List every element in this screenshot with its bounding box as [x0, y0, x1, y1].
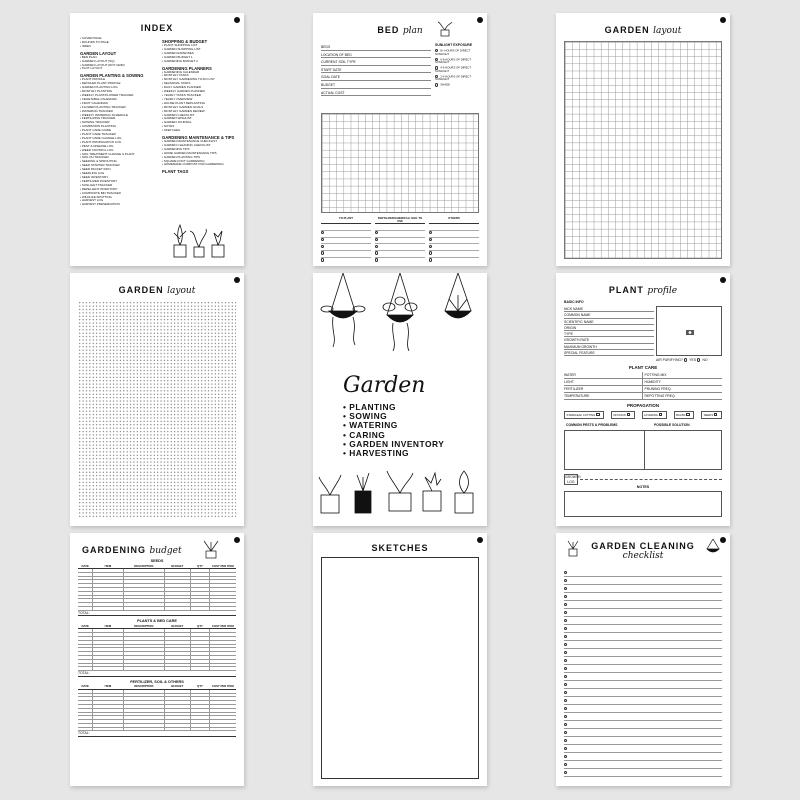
- plant-icon: [435, 21, 455, 37]
- checklist-row: [564, 769, 722, 777]
- index-item: • GARDEN SHOPPING LIST: [162, 47, 201, 51]
- cover-page: [313, 273, 487, 526]
- bed-bottom-heading: OTHERS: [429, 217, 479, 224]
- sketch-area: [321, 557, 479, 779]
- index-item: • HARVEST PRESERVATION: [80, 203, 120, 207]
- index-item: • GARDENING BUDGET 2: [162, 59, 198, 63]
- checkbox: [596, 413, 599, 416]
- basic-info-field: MAXIMUM GROWTH: [564, 344, 654, 350]
- bed-bottom-row: [429, 238, 479, 245]
- index-section-heading: PLANT TAGS: [162, 169, 189, 175]
- bed-field: ACTUAL COST: [321, 89, 431, 97]
- camera-icon: [686, 329, 694, 335]
- checklist-row: [564, 601, 722, 609]
- basic-info-fields: [564, 306, 654, 356]
- plant-icon: [198, 539, 226, 559]
- checkbox-circle: [564, 635, 567, 638]
- checkbox-circle: [564, 707, 567, 710]
- propagation-option-label: STEM/LEAF CUTTING: [566, 412, 596, 417]
- budget-total: TOTAL:: [78, 611, 236, 617]
- cover-list-item: • HARVESTING: [343, 448, 410, 459]
- bed-bottom-column: [429, 217, 479, 259]
- index-item: • FERTILIZER INVENTORY: [80, 179, 118, 183]
- potted-plants-illustration: [313, 461, 487, 521]
- budget-column-header: QTY: [190, 684, 209, 690]
- checklist: [564, 569, 722, 777]
- checklist-row: [564, 753, 722, 761]
- checklist-row: [564, 689, 722, 697]
- hanging-plants-illustration: [313, 273, 487, 353]
- radio-circle: [435, 83, 438, 86]
- layout-title: GARDEN layout: [604, 25, 682, 36]
- index-item: • SKETCHES: [162, 129, 181, 133]
- index-item: • SEASONAL TASKS: [162, 82, 191, 86]
- bed-field: CURRENT SOIL TYPE: [321, 58, 431, 66]
- index-item: • GARDEN LAYOUT (DOT GRID): [80, 63, 125, 67]
- bed-bottom-row: [375, 231, 425, 238]
- checkbox: [627, 413, 630, 416]
- checklist-row: [564, 697, 722, 705]
- garden-cleaning-page: [556, 533, 730, 786]
- index-item: • WEEKLY PLANT/FLOWER TRACKER: [80, 93, 134, 97]
- index-item: • COVER PAGE: [80, 37, 102, 40]
- index-item: • DAILY GARDEN PLANNER: [162, 86, 201, 90]
- sunlight-options: [435, 49, 483, 87]
- index-section-heading: GARDEN LAYOUT: [80, 50, 117, 56]
- index-item: • GARDEN CLEANING CHECKLIST: [162, 143, 211, 147]
- checkbox-circle: [564, 611, 567, 614]
- solution-heading: POSSIBLE SOLUTION: [654, 423, 690, 427]
- checklist-row: [564, 593, 722, 601]
- checklist-row: [564, 665, 722, 673]
- layout-dot-grid: [78, 301, 236, 519]
- budget-title: GARDENING budget: [82, 545, 182, 556]
- checkbox: [659, 413, 662, 416]
- sunlight-box: [435, 43, 483, 87]
- index-section-heading: GARDEN PLANTING & SOWING: [80, 73, 144, 79]
- basic-info-field: TYPE: [564, 331, 654, 337]
- checklist-row: [564, 633, 722, 641]
- budget-column-header: COST PER ITEM: [210, 563, 236, 569]
- checkbox-circle: [564, 715, 567, 718]
- index-item: • SEED INVENTORY: [80, 176, 109, 179]
- plant-profile-title: PLANT profile: [608, 285, 678, 296]
- bed-bottom-heading: TO PLANT: [321, 217, 371, 224]
- budget-column-header: QTY: [190, 623, 209, 629]
- budget-column-header: ITEM: [92, 684, 123, 690]
- index-item: • PLANT PROPAGATION LOG: [80, 140, 122, 144]
- propagation-option: [611, 411, 635, 419]
- cover-title: Garden: [343, 373, 426, 398]
- checklist-row: [564, 713, 722, 721]
- budget-column-header: DATE: [78, 684, 92, 690]
- index-item: • COMPOSITE BIN TRACKER: [80, 191, 121, 195]
- index-item: • SOIL TREATMENT CHANGE & PLANT: [80, 152, 135, 156]
- checklist-row: [564, 577, 722, 585]
- air-purifying: AIR PURIFYING? YES NO: [656, 358, 708, 362]
- index-item: • GARDEN MAINTENANCE CHECKLIST: [162, 140, 218, 144]
- checklist-row: [564, 705, 722, 713]
- propagation-option: [674, 411, 695, 419]
- cover-list-item: • CARING: [343, 429, 386, 440]
- checkbox-circle: [564, 691, 567, 694]
- bed-bottom-columns: [321, 217, 479, 259]
- basic-info-field: ORIGIN: [564, 325, 654, 331]
- index-left-column: [80, 37, 156, 207]
- bed-plan-page: [313, 13, 487, 266]
- layout-square-grid: [564, 41, 722, 259]
- pests-heading: COMMON PESTS & PROBLEMS: [566, 423, 618, 427]
- index-section-heading: GARDENING MAINTENANCE & TIPS: [162, 135, 235, 141]
- checklist-row: [564, 673, 722, 681]
- index-item: • PLOT LAYOUT: [80, 67, 103, 71]
- cleaning-title: GARDEN CLEANING checklist: [591, 541, 695, 561]
- sunlight-option: [435, 49, 483, 56]
- budget-column-header: COST PER ITEM: [210, 623, 236, 629]
- index-right-column: [162, 37, 238, 174]
- bed-bottom-column: [375, 217, 425, 259]
- index-item: • VEGETABLE CALENDAR: [80, 97, 117, 101]
- sunlight-option: [435, 58, 483, 65]
- plant-care-row: [564, 393, 722, 400]
- index-item: • INDEX: [80, 44, 92, 48]
- index-item: • GARDEN PLANTING TIPS: [162, 155, 201, 159]
- plant-care-label: POTTING MIX: [642, 372, 723, 378]
- bed-field: START DATE: [321, 66, 431, 74]
- binder-hole: [234, 277, 240, 283]
- index-item: • SEED STARTER TRACKER: [80, 164, 120, 168]
- checkbox-circle: [564, 747, 567, 750]
- index-item: • FERTILIZING TRACKER: [80, 117, 116, 121]
- index-item: • COMPANION PLANTING: [80, 125, 116, 129]
- index-item: • SOWING TRACKER: [80, 121, 110, 125]
- cover-list-item: • WATERING: [343, 420, 398, 431]
- checkbox-circle: [564, 667, 567, 670]
- plant-icon: [566, 539, 580, 557]
- index-item: • MONTHLY GARDENING TO-DO LIST: [162, 78, 215, 82]
- sunlight-option-label: 4-6 HOURS OF DIRECT SUNLIGHT: [435, 65, 472, 73]
- hanging-plant-icon: [704, 539, 722, 557]
- index-item: • SEEDING & SPROUTING: [80, 160, 117, 164]
- budget-table: [78, 563, 236, 611]
- checkbox: [686, 413, 689, 416]
- propagation-option-label: SEEDS: [703, 412, 714, 417]
- checkbox-circle: [564, 571, 567, 574]
- basic-info-field: NICK NAME: [564, 306, 654, 312]
- bed-bottom-row: [375, 238, 425, 245]
- bed-field: BUDGET: [321, 81, 431, 89]
- bed-bottom-column: [321, 217, 371, 259]
- basic-info-heading: BASIC INFO: [564, 300, 584, 304]
- index-item: • WEED CONTROL LOG: [80, 148, 114, 152]
- index-item: • GARDENING TIPS: [162, 147, 190, 151]
- plant-tags-illustration: [170, 219, 230, 259]
- index-item: • HOMEMADE COMPOST FOR GARDENING: [162, 163, 224, 167]
- propagation-option-label: BULBS: [676, 412, 686, 417]
- budget-section: [78, 559, 236, 616]
- index-item: • GARDEN PLANTING LOG: [80, 86, 118, 90]
- sketches-title: SKETCHES: [371, 543, 429, 553]
- sunlight-option: [435, 75, 483, 82]
- checklist-row: [564, 761, 722, 769]
- binder-hole: [720, 17, 726, 23]
- index-item: • PLANT PROFILE: [80, 78, 106, 82]
- index-item: • MONTHLY PLANTING: [80, 90, 113, 94]
- checkbox-circle: [564, 683, 567, 686]
- plant-care-row: [564, 372, 722, 379]
- budget-column-header: DESCRIPTION: [123, 563, 164, 569]
- plant-care-label: LIGHT: [564, 380, 574, 384]
- sunlight-option-label: 8+ HOURS OF DIRECT SUNLIGHT: [435, 48, 471, 56]
- index-item: • ROUNDS TO PAGE: [80, 40, 109, 44]
- bed-bottom-row: [375, 224, 425, 231]
- index-item: • PLANT CARE CHANGE LOG: [80, 136, 122, 140]
- checklist-row: [564, 721, 722, 729]
- bed-bottom-row: [321, 238, 371, 245]
- checkbox-circle: [321, 258, 324, 261]
- propagation-heading: PROPAGATION: [626, 403, 660, 408]
- propagation-option: [564, 411, 604, 419]
- index-item: • PLANT SHOPPING LIST: [162, 44, 198, 47]
- checklist-row: [564, 609, 722, 617]
- bed-fields: [321, 43, 431, 96]
- notes-box: [564, 491, 722, 517]
- basic-info-field: SCIENTIFIC NAME: [564, 319, 654, 325]
- growth-log-line: [580, 479, 722, 480]
- sunlight-option-label: 2-4 HOURS OF DIRECT SUNLIGHT: [435, 74, 472, 82]
- index-item: • HOME GARDEN MAINTENANCE TIPS: [162, 151, 217, 155]
- checkbox-circle: [564, 771, 567, 774]
- checkbox-circle: [564, 643, 567, 646]
- bed-field: LOCATION OF BED: [321, 51, 431, 59]
- cover-list-item: • GARDEN INVENTORY: [343, 438, 445, 449]
- index-item: • WEEKLY GARDEN PLANNER: [162, 90, 205, 94]
- basic-info-field: SPECIAL FEATURE: [564, 350, 654, 356]
- bed-plan-title: BED plan: [377, 25, 423, 36]
- index-item: • PLANT CARE GUIDE: [80, 129, 112, 133]
- checkbox-circle: [564, 595, 567, 598]
- checkbox-circle: [564, 587, 567, 590]
- checkbox-circle: [564, 579, 567, 582]
- index-item: • BED PLAN: [80, 55, 97, 59]
- bed-bottom-row: [375, 244, 425, 251]
- budget-column-header: BUDGET: [164, 623, 190, 629]
- checkbox-circle: [375, 258, 378, 261]
- index-item: • GARDEN BUDGET 1: [162, 55, 193, 59]
- checkbox-circle: [564, 723, 567, 726]
- budget-section: [78, 619, 236, 676]
- sunlight-heading: SUNLIGHT EXPOSURE: [435, 43, 473, 47]
- bed-field: GOAL DATE: [321, 73, 431, 81]
- bed-bottom-row: [429, 244, 479, 251]
- sunlight-option: [435, 83, 483, 87]
- index-item: • GARDEN WISHLIST: [162, 117, 192, 121]
- checkbox: [714, 413, 717, 416]
- index-item: • WILDLIFE SPOTTING: [80, 195, 112, 199]
- bed-bottom-row: [321, 231, 371, 238]
- index-item: • MONTHLY TASKS: [162, 74, 189, 78]
- checklist-row: [564, 625, 722, 633]
- checklist-row: [564, 617, 722, 625]
- budget-section-heading: PLANTS & BED CARE: [137, 619, 177, 624]
- plant-care-label: REPOTTING FREQ.: [642, 393, 723, 399]
- checkbox-circle: [564, 651, 567, 654]
- budget-section: [78, 680, 236, 737]
- cover-list-item: • SOWING: [343, 411, 388, 422]
- index-item: • HOUSE PLANT REPLANTING: [162, 101, 206, 105]
- index-title: INDEX: [140, 23, 174, 33]
- index-item: • DETAILED PLANT PROFILE: [80, 82, 121, 86]
- checkbox-circle: [564, 739, 567, 742]
- layout-dot-title: GARDEN layout: [118, 285, 196, 296]
- sunlight-option: [435, 66, 483, 73]
- propagation-option: [642, 411, 667, 419]
- checklist-row: [564, 585, 722, 593]
- budget-column-header: DESCRIPTION: [123, 623, 164, 629]
- growth-log-label: GROWTH LOG: [565, 475, 581, 484]
- plant-profile-page: [556, 273, 730, 526]
- budget-table: [78, 684, 236, 732]
- plant-care-label: FERTILIZER: [564, 387, 584, 391]
- cover-list-item: • PLANTING: [343, 402, 397, 412]
- budget-column-header: COST PER ITEM: [210, 684, 236, 690]
- plant-care-label: PRUNING FREQ.: [642, 386, 723, 392]
- bed-field: BEDS: [321, 43, 431, 51]
- budget-column-header: BUDGET: [164, 563, 190, 569]
- basic-info-field: GROWTH RATE: [564, 337, 654, 343]
- checklist-row: [564, 745, 722, 753]
- index-item: • SEEDLING LOG: [80, 172, 105, 176]
- plant-care-label: HUMIDITY: [642, 379, 723, 385]
- bed-bottom-heading: FERTILIZER/CHEMICAL/ SOIL TO USE: [375, 217, 425, 224]
- photo-box: [656, 306, 722, 356]
- bed-bottom-row: [429, 231, 479, 238]
- index-item: • PEST & DISEASE LOG: [80, 144, 114, 148]
- index-item: • MONTHLY GARDEN GOALS: [162, 105, 204, 109]
- gardening-budget-page: [70, 533, 244, 786]
- pests-box: [564, 430, 722, 470]
- checklist-row: [564, 569, 722, 577]
- plant-care-fields: [564, 372, 722, 400]
- plant-care-heading: PLANT CARE: [628, 365, 658, 370]
- index-item: • SOIL PH TRACKER: [80, 156, 109, 160]
- checklist-row: [564, 681, 722, 689]
- checkbox-circle: [564, 619, 567, 622]
- index-section-heading: GARDENING PLANNERS: [162, 65, 212, 71]
- plant-care-row: [564, 379, 722, 386]
- bed-grid: [321, 113, 479, 213]
- budget-column-header: ITEM: [92, 623, 123, 629]
- index-item: • MONTHLY GARDEN REVIEW: [162, 109, 205, 113]
- checkbox-circle: [564, 627, 567, 630]
- index-item: • WATERING TRACKER: [80, 109, 113, 113]
- checkbox-circle: [564, 659, 567, 662]
- budget-column-header: BUDGET: [164, 684, 190, 690]
- bed-bottom-row: [321, 224, 371, 231]
- garden-layout-grid-page: [556, 13, 730, 266]
- checkbox-circle: [564, 603, 567, 606]
- checkbox-circle: [564, 699, 567, 702]
- budget-column-header: ITEM: [92, 563, 123, 569]
- propagation-option-label: DIVISION: [613, 412, 626, 417]
- index-item: • GARDEN CHECKLIST: [162, 113, 195, 117]
- cover-list: [343, 403, 444, 458]
- checkbox-circle: [564, 731, 567, 734]
- budget-column-header: DESCRIPTION: [123, 684, 164, 690]
- index-item: • GARDEN EXPENSES: [162, 51, 194, 55]
- garden-layout-dot-page: [70, 273, 244, 526]
- sunlight-option-label: 6-8 HOURS OF DIRECT SUNLIGHT: [435, 57, 472, 65]
- budget-section-heading: FERTILIZER, SOIL & OTHERS: [130, 679, 184, 684]
- budget-section-heading: SEEDS: [150, 559, 164, 563]
- binder-hole: [234, 537, 240, 543]
- propagation-option: [701, 411, 722, 419]
- binder-hole: [720, 277, 726, 283]
- index-item: • SQUARE FOOT GARDENING: [162, 159, 205, 163]
- index-item: • GARDEN JOURNAL: [162, 121, 192, 125]
- index-item: • YEARLY TASKS TRACKER: [162, 93, 201, 97]
- checkbox-circle: [564, 763, 567, 766]
- checklist-row: [564, 729, 722, 737]
- propagation-option-label: LAYERING: [644, 412, 658, 417]
- sunlight-option-label: SHADE: [440, 82, 451, 87]
- checklist-row: [564, 649, 722, 657]
- binder-hole: [477, 17, 483, 23]
- index-item: • GARDENING CALENDAR: [162, 70, 200, 74]
- checklist-row: [564, 737, 722, 745]
- index-item: • WEEKLY WATERING SCHEDULE: [80, 113, 128, 117]
- checklist-row: [564, 641, 722, 649]
- index-item: • NOTES: [162, 125, 175, 129]
- index-page: [70, 13, 244, 266]
- index-item: • REPELLENT INVENTORY: [80, 187, 118, 191]
- bed-bottom-row: [321, 251, 371, 258]
- checkbox-circle: [564, 755, 567, 758]
- index-item: • HARVEST LOG: [80, 199, 104, 203]
- propagation-options: [564, 411, 722, 419]
- budget-table: [78, 623, 236, 671]
- checklist-row: [564, 657, 722, 665]
- sketches-page: [313, 533, 487, 786]
- notes-heading: NOTES: [636, 485, 650, 489]
- budget-total: TOTAL:: [78, 671, 236, 677]
- index-item: • YEARLY OVERVIEW: [162, 97, 193, 101]
- budget-column-header: DATE: [78, 563, 92, 569]
- index-item: • FLOWER PLANTING TRACKER: [80, 105, 126, 109]
- plant-care-label: WATER: [564, 373, 576, 377]
- plant-care-label: TEMPERATURE: [564, 394, 590, 398]
- plant-care-row: [564, 386, 722, 393]
- index-item: • SUNLIGHT TRACKER: [80, 183, 113, 187]
- budget-column-header: DATE: [78, 623, 92, 629]
- index-item: • SEED PACKET INFO: [80, 168, 111, 172]
- checkbox-circle: [564, 675, 567, 678]
- bed-bottom-row: [375, 251, 425, 258]
- budget-sections: [78, 559, 236, 737]
- bed-bottom-row: [429, 251, 479, 258]
- bed-bottom-row: [429, 224, 479, 231]
- index-item: • PLANT CARE TRACKER: [80, 133, 116, 137]
- budget-column-header: QTY: [190, 563, 209, 569]
- budget-total: TOTAL:: [78, 731, 236, 737]
- index-section-heading: SHOPPING & BUDGET: [162, 39, 208, 44]
- index-item: • FRUIT CALENDAR: [80, 101, 108, 105]
- checkbox-circle: [429, 258, 432, 261]
- bed-bottom-row: [321, 244, 371, 251]
- index-item: • GARDEN LAYOUT (SQ): [80, 59, 115, 63]
- basic-info-field: COMMON NAME: [564, 312, 654, 318]
